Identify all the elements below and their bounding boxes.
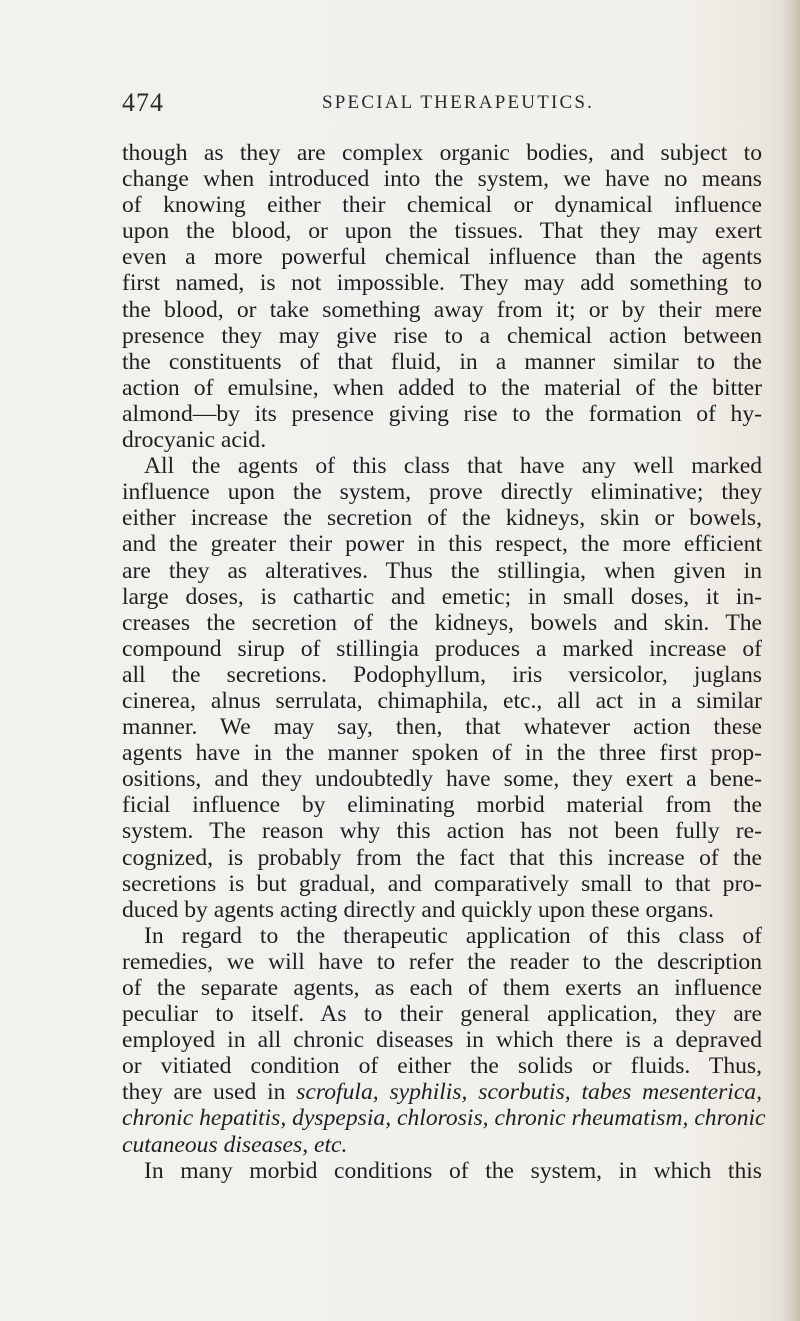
text-line: remedies, we will have to refer the reader to the description: [122, 948, 762, 975]
text-line: cinerea, alnus serrulata, chimaphila, etc., all act in a similar: [122, 687, 762, 714]
italic-text-line: chronic hepatitis, dyspepsia, chlorosis, chronic rheumatism, chronic: [122, 1105, 766, 1132]
italic-text-line: cutaneous diseases, etc.: [122, 1131, 348, 1158]
text-line: employed in all chronic diseases in which there is a depraved: [122, 1027, 762, 1054]
text-line: of the separate agents, as each of them exerts an influence: [122, 975, 762, 1001]
text-fragment: they are used in: [122, 1079, 286, 1106]
text-line: creases the secretion of the kidneys, bowels and skin. The: [122, 609, 762, 636]
text-line: action of emulsine, when added to the material of the bitter: [122, 374, 762, 401]
body-text: [122, 140, 766, 1184]
text-line: though as they are complex organic bodies, and subject to: [122, 140, 762, 166]
text-line: peculiar to itself. As to their general application, they are: [122, 1001, 762, 1028]
text-line: all the secretions. Podophyllum, iris versicolor, juglans: [122, 661, 762, 688]
paragraph-start-line: In many morbid conditions of the system, in which this: [144, 1157, 762, 1184]
text-line: first named, is not impossible. They may add something to: [122, 270, 762, 297]
text-line: agents have in the manner spoken of in the three first prop-: [122, 740, 762, 767]
text-line: either increase the secretion of the kidneys, skin or bowels,: [122, 505, 762, 532]
text-line: ficial influence by eliminating morbid material from the: [122, 792, 762, 819]
paragraph-start-line: In regard to the therapeutic application of this class of: [144, 922, 762, 949]
text-line: almond—by its presence giving rise to the formation of hy-: [122, 400, 762, 427]
text-line: or vitiated condition of either the solids or fluids. Thus,: [122, 1053, 762, 1080]
text-line: drocyanic acid.: [122, 427, 267, 454]
text-line: the blood, or take something away from it; or by their mere: [122, 296, 762, 323]
text-line: change when introduced into the system, we have no means: [122, 166, 762, 193]
paragraph-start-line: All the agents of this class that have any well marked: [144, 453, 762, 480]
text-line: influence upon the system, prove directly eliminative; they: [122, 479, 762, 506]
page-edge-shadow: [782, 0, 800, 1321]
text-line: presence they may give rise to a chemical action between: [122, 322, 762, 349]
text-line: and the greater their power in this respect, the more efficient: [122, 531, 762, 558]
text-line: compound sirup of stillingia produces a marked increase of: [122, 635, 762, 662]
text-line: are they as alteratives. Thus the stillingia, when given in: [122, 557, 762, 584]
text-line: ositions, and they undoubtedly have some, they exert a bene-: [122, 766, 762, 793]
running-head: SPECIAL THERAPEUTICS.: [322, 92, 595, 113]
italic-disease-list: scrofula, syphilis, scorbutis, tabes mesenterica,: [296, 1079, 762, 1106]
text-line: upon the blood, or upon the tissues. That they may exert: [122, 218, 762, 245]
text-line: system. The reason why this action has not been fully re-: [122, 818, 762, 845]
text-line: large doses, is cathartic and emetic; in small doses, it in-: [122, 583, 762, 610]
text-line: manner. We may say, then, that whatever action these: [122, 714, 762, 741]
text-line: secretions is but gradual, and comparatively small to that pro-: [122, 870, 762, 897]
text-line: duced by agents acting directly and quickly upon these organs.: [122, 896, 714, 923]
page-number: 474: [122, 88, 164, 117]
mixed-text-line: [122, 1079, 762, 1105]
text-line: the constituents of that fluid, in a manner similar to the: [122, 348, 762, 375]
text-line: cognized, is probably from the fact that this increase of the: [122, 844, 762, 871]
text-line: even a more powerful chemical influence than the agents: [122, 244, 762, 271]
page-header: [122, 88, 742, 120]
text-line: of knowing either their chemical or dynamical influence: [122, 192, 762, 219]
